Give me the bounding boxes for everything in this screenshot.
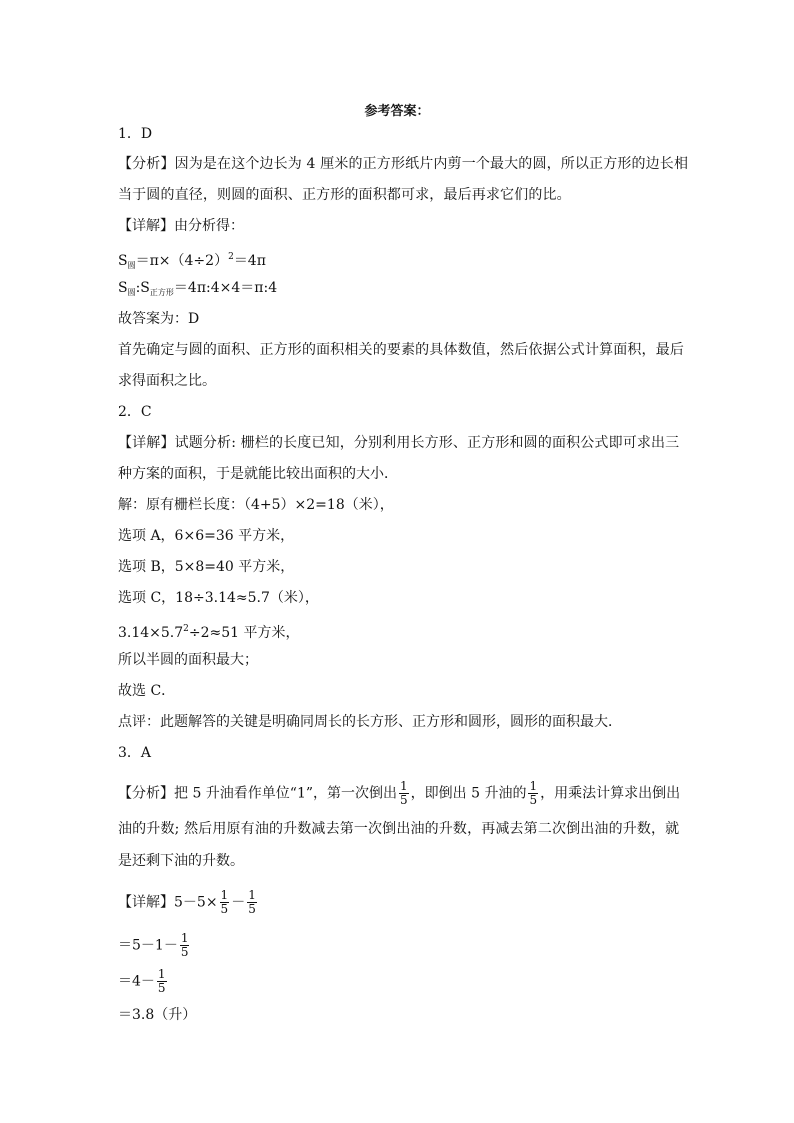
q1-analysis-line-1: 【分析】因为是在这个边长为 4 厘米的正方形纸片内剪一个最大的圆，所以正方形的边长相: [118, 156, 689, 172]
eq2-sub2: 正方形: [149, 288, 174, 297]
eq2-tail: ＝4π:4×4＝π:4: [173, 280, 278, 296]
q1-note-line-2: 求得面积之比。: [118, 373, 216, 389]
q1-equation-2: [118, 278, 277, 303]
q3-detail: [118, 889, 259, 916]
q3-analysis-line-2: 油的升数; 然后用原有油的升数减去第一次倒出油的升数，再减去第二次倒出油的升数，就: [118, 821, 680, 837]
q2-comment: 点评：此题解答的关键是明确同周长的长方形、正方形和圆形，圆形的面积最大．: [118, 714, 622, 730]
d-mid: －: [231, 894, 246, 911]
fraction-numerator: 1: [157, 967, 166, 981]
fraction-denominator: 5: [529, 793, 538, 807]
q2-option-c: 选项 C，18÷3.14≈5.7（米），: [118, 590, 319, 606]
q2-calculation: [118, 619, 300, 643]
a1-post: ，用乘法计算求出倒出: [540, 785, 681, 802]
fraction-one-fifth: [157, 968, 167, 995]
s1-pre: ＝5－1－: [118, 937, 178, 954]
q2-detail-line-2: 种方案的面积，于是就能比较出面积的大小．: [118, 466, 398, 482]
q2-option-b: 选项 B，5×8=40 平方米，: [118, 559, 295, 575]
fraction-denominator: 5: [180, 945, 189, 959]
calc-pre: 3.14×5.7: [118, 625, 184, 641]
q1-analysis-line-2: 当于圆的直径，则圆的面积、正方形的面积都可求，最后再求它们的比。: [118, 187, 571, 203]
s2-pre: ＝4－: [118, 973, 155, 990]
q2-conclusion: 所以半圆的面积最大；: [118, 652, 258, 668]
fraction-one-fifth: [528, 780, 538, 807]
d-pre: 【详解】5－5×: [118, 894, 218, 911]
q2-detail-line-1: 【详解】试题分析: 栅栏的长度已知，分别利用长方形、正方形和圆的面积公式即可求出三: [118, 435, 680, 451]
fraction-denominator: 5: [157, 981, 166, 995]
eq1-sub: 圆: [127, 261, 136, 270]
q3-number: 3．A: [118, 745, 152, 761]
fraction-denominator: 5: [400, 793, 408, 807]
fraction-one-fifth: [180, 932, 190, 959]
q2-choice: 故选 C．: [118, 683, 176, 699]
q1-number: 1．D: [118, 126, 153, 142]
page-title: 参考答案：: [364, 104, 430, 119]
eq1-s: S: [118, 253, 128, 269]
fraction-numerator: 1: [400, 779, 408, 793]
eq2-sub1: 圆: [127, 288, 136, 297]
q1-detail-heading: 【详解】由分析得：: [118, 218, 244, 234]
q3-analysis-line-3: 是还剩下油的升数。: [118, 853, 244, 869]
q3-step-1: [118, 932, 191, 959]
fraction-numerator: 1: [529, 779, 538, 793]
q1-note-line-1: 首先确定与圆的面积、正方形的面积相关的要素的具体数值，然后依据公式计算面积，最后: [118, 342, 684, 358]
fraction-denominator: 5: [248, 902, 256, 916]
fraction-one-fifth: [399, 780, 409, 807]
calc-post: ÷2≈51 平方米，: [188, 625, 300, 641]
q3-step-2: [118, 968, 169, 995]
fraction-numerator: 1: [220, 888, 229, 902]
fraction-one-fifth: [220, 889, 230, 916]
eq1-tail: ＝4π: [233, 253, 266, 269]
eq2-s1: S: [118, 280, 128, 296]
a1-pre: 【分析】把 5 升油看作单位“1”，第一次倒出: [118, 785, 398, 802]
eq1-rest: ＝π×（4÷2）: [135, 253, 229, 269]
a1-mid: ，即倒出 5 升油的: [410, 785, 527, 802]
q2-option-a: 选项 A，6×6=36 平方米，: [118, 528, 295, 544]
eq1-sup: 2: [228, 252, 234, 262]
fraction-numerator: 1: [180, 931, 189, 945]
q1-answer: 故答案为：D: [118, 311, 200, 327]
fraction-one-fifth: [247, 889, 257, 916]
fraction-denominator: 5: [220, 902, 229, 916]
q3-step-3: ＝3.8（升）: [118, 1007, 197, 1023]
q3-analysis-line-1: [118, 780, 680, 807]
q2-solution: 解：原有栅栏长度：（4+5）×2=18（米），: [118, 497, 394, 513]
eq2-mid: :S: [135, 280, 150, 296]
q1-equation-1: [118, 247, 266, 276]
calc-sup: 2: [183, 624, 189, 634]
fraction-numerator: 1: [248, 888, 256, 902]
q2-number: 2．C: [118, 404, 152, 420]
